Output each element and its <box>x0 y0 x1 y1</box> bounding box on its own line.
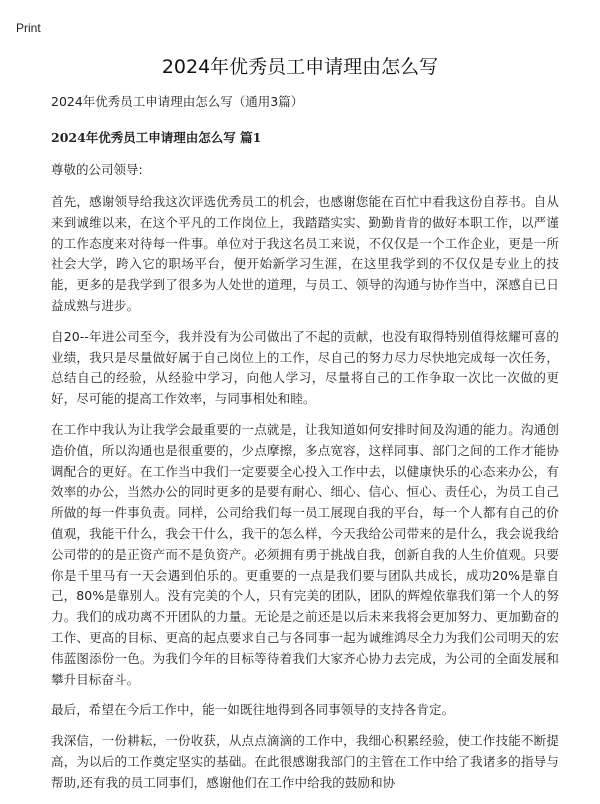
print-link[interactable]: Print <box>16 21 41 35</box>
document-body <box>51 92 559 804</box>
paragraph: 在工作中我认为让我学会最重要的一点就是，让我知道如何安排时间及沟通的能力。沟通创造价值，所以沟通也是很重要的，少点摩擦，多点宽容，这样同事、部门之间的工作才能协调配合的更好。在工作当中我们一定要要全心投入工作中去，以健康快乐的心态来办公，有效率的办公，当然办公的同时更多的是要有耐心、细心、信心、恒心、责任心，为员工自己所做的每一件事负责。同样，公司给我们每一员工展现自我的平台，每一个人都有自己的价值观，我能干什么，我会干什么，我干的怎么样，今天我给公司带来的是什么，我会说我给公司带的的是正资产而不是负资产。必须拥有勇于挑战自我，创新自我的人生价值观。只要你是千里马有一天会遇到伯乐的。更重要的一点是我们要与团队共成长，成功20%是靠自己，80%是靠别人。没有完美的个人，只有完美的团队，团队的辉煌依靠我们第一个人的努力。我们的成功离不开团队的力量。无论是之前还是以后未来我将会更加努力、更加勤奋的工作、更高的目标、更高的起点要求自己与各同事一起为诚维鸿尽全力为我们公司明天的宏伟蓝图添份一色。为我们今年的目标等待着我们大家齐心协力去完成，为公司的全面发展和攀升目标奋斗。 <box>51 421 559 687</box>
paragraph: 我深信，一份耕耘，一份收获，从点点滴滴的工作中，我细心积累经验，使工作技能不断提高，为以后的工作奠定坚实的基础。在此很感谢我部门的主管在工作中给了我诸多的指导与帮助,还有我的员工同事们，感谢他们在工作中给我的鼓励和协 <box>51 733 559 790</box>
section-heading: 2024年优秀员工申请理由怎么写 篇1 <box>51 130 262 145</box>
paragraph: 最后，希望在今后工作中，能一如既往地得到各同事领导的支持各肯定。 <box>51 702 455 718</box>
document-title: 2024年优秀员工申请理由怎么写 <box>161 56 439 78</box>
paragraph: 自20--年进公司至今，我并没有为公司做出了不起的贡献，也没有取得特别值得炫耀可喜的业绩，我只是尽量做好属于自己岗位上的工作，尽自己的努力尽力尽快地完成每一次任务，总结自己的经验，从经验中学习，向他人学习，尽量将自己的工作争取一次比一次做的更好，尽可能的提高工作效率，与同事相处和睦。 <box>51 328 559 407</box>
document-subtitle: 2024年优秀员工申请理由怎么写（通用3篇） <box>51 94 304 109</box>
paragraph: 首先，感谢领导给我这次评选优秀员工的机会，也感谢您能在百忙中看我这份自荐书。自从来到诚维以来，在这个平凡的工作岗位上，我踏踏实实、勤勤肯肯的做好本职工作，以严谨的工作态度来对待每一件事。单位对于我这名员工来说，不仅仅是一个工作企业，更是一所社会大学，跨入它的职场平台，便开始新学习生涯，在这里我学到的不仅仅是专业上的技能，更多的是我学到了很多为人处世的道理，与员工、领导的沟通与协作当中，深感自已日益成熟与进步。 <box>51 194 559 313</box>
greeting: 尊敬的公司领导: <box>51 162 143 177</box>
